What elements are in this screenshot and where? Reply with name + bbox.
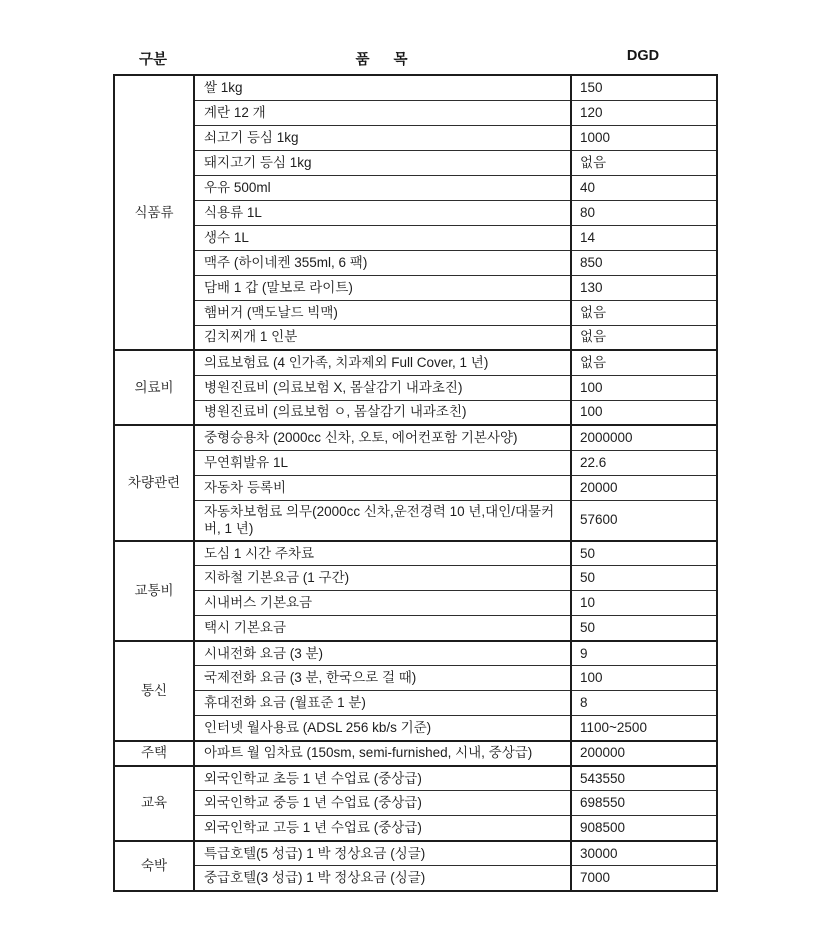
item-cell: 햄버거 (맥도날드 빅맥) — [194, 300, 571, 325]
table-row — [114, 791, 717, 816]
value-cell: 없음 — [571, 150, 717, 175]
table-row — [114, 475, 717, 500]
table-row — [114, 591, 717, 616]
item-cell: 시내버스 기본요금 — [194, 591, 571, 616]
column-header-item: 품 목 — [355, 52, 408, 68]
value-cell: 50 — [571, 566, 717, 591]
value-cell: 57600 — [571, 500, 717, 541]
table-row — [114, 400, 717, 425]
value-cell: 20000 — [571, 475, 717, 500]
item-cell: 시내전화 요금 (3 분) — [194, 641, 571, 666]
table-row — [114, 841, 717, 866]
table-row — [114, 375, 717, 400]
item-cell: 의료보험료 (4 인가족, 치과제외 Full Cover, 1 년) — [194, 350, 571, 375]
table-row — [114, 300, 717, 325]
item-cell: 아파트 월 임차료 (150sm, semi-furnished, 시내, 중상급) — [194, 741, 571, 766]
table-row — [114, 275, 717, 300]
table-row — [114, 150, 717, 175]
item-cell: 휴대전화 요금 (월표준 1 분) — [194, 691, 571, 716]
item-cell: 지하철 기본요금 (1 구간) — [194, 566, 571, 591]
table-row — [114, 666, 717, 691]
table-row — [114, 616, 717, 641]
item-cell: 계란 12 개 — [194, 100, 571, 125]
column-header-dgd: DGD — [626, 48, 660, 64]
item-cell: 외국인학교 초등 1 년 수업료 (중상급) — [194, 766, 571, 791]
value-cell: 40 — [571, 175, 717, 200]
item-cell: 병원진료비 (의료보험 X, 몸살감기 내과초진) — [194, 375, 571, 400]
value-cell: 698550 — [571, 791, 717, 816]
value-cell: 1000 — [571, 125, 717, 150]
item-cell: 쇠고기 등심 1kg — [194, 125, 571, 150]
table-column-headers — [113, 48, 716, 70]
item-cell: 맥주 (하이네켄 355ml, 6 팩) — [194, 250, 571, 275]
item-cell: 무연휘발유 1L — [194, 450, 571, 475]
item-cell: 중급호텔(3 성급) 1 박 정상요금 (싱글) — [194, 866, 571, 891]
table-row — [114, 716, 717, 741]
item-cell: 자동차 등록비 — [194, 475, 571, 500]
item-cell: 김치찌개 1 인분 — [194, 325, 571, 350]
table-row — [114, 866, 717, 891]
value-cell: 100 — [571, 400, 717, 425]
table-row — [114, 100, 717, 125]
table-row — [114, 175, 717, 200]
category-cell: 주택 — [114, 741, 194, 766]
table-row — [114, 816, 717, 841]
value-cell: 200000 — [571, 741, 717, 766]
value-cell: 120 — [571, 100, 717, 125]
item-cell: 외국인학교 고등 1 년 수업료 (중상급) — [194, 816, 571, 841]
column-header-category: 구분 — [138, 52, 167, 68]
value-cell: 130 — [571, 275, 717, 300]
table-row — [114, 325, 717, 350]
value-cell: 80 — [571, 200, 717, 225]
table-row — [114, 225, 717, 250]
value-cell: 9 — [571, 641, 717, 666]
value-cell: 없음 — [571, 300, 717, 325]
value-cell: 10 — [571, 591, 717, 616]
table-row — [114, 75, 717, 100]
item-cell: 생수 1L — [194, 225, 571, 250]
item-cell: 중형승용차 (2000cc 신차, 오토, 에어컨포함 기본사양) — [194, 425, 571, 450]
value-cell: 22.6 — [571, 450, 717, 475]
value-cell: 150 — [571, 75, 717, 100]
category-cell: 교육 — [114, 766, 194, 841]
table-row — [114, 691, 717, 716]
item-cell: 식용류 1L — [194, 200, 571, 225]
value-cell: 543550 — [571, 766, 717, 791]
item-cell: 국제전화 요금 (3 분, 한국으로 걸 때) — [194, 666, 571, 691]
category-cell: 식품류 — [114, 75, 194, 350]
item-cell: 자동차보험료 의무(2000cc 신차,운전경력 10 년,대인/대물커버, 1 년) — [194, 500, 571, 541]
item-cell: 택시 기본요금 — [194, 616, 571, 641]
value-cell: 8 — [571, 691, 717, 716]
table-row — [114, 766, 717, 791]
table-row — [114, 425, 717, 450]
value-cell: 100 — [571, 666, 717, 691]
table-row — [114, 566, 717, 591]
item-cell: 병원진료비 (의료보험 ㅇ, 몸살감기 내과조친) — [194, 400, 571, 425]
value-cell: 30000 — [571, 841, 717, 866]
category-cell: 숙박 — [114, 841, 194, 891]
item-cell: 쌀 1kg — [194, 75, 571, 100]
table-row — [114, 250, 717, 275]
table-row — [114, 541, 717, 566]
item-cell: 인터넷 월사용료 (ADSL 256 kb/s 기준) — [194, 716, 571, 741]
value-cell: 7000 — [571, 866, 717, 891]
item-cell: 특급호텔(5 성급) 1 박 정상요금 (싱글) — [194, 841, 571, 866]
cost-table-body — [114, 75, 717, 891]
value-cell: 1100~2500 — [571, 716, 717, 741]
category-cell: 통신 — [114, 641, 194, 741]
category-cell: 교통비 — [114, 541, 194, 641]
category-cell: 의료비 — [114, 350, 194, 425]
table-row — [114, 641, 717, 666]
table-row — [114, 125, 717, 150]
table-row — [114, 741, 717, 766]
value-cell: 50 — [571, 616, 717, 641]
item-cell: 외국인학교 중등 1 년 수업료 (중상급) — [194, 791, 571, 816]
table-row — [114, 450, 717, 475]
value-cell: 없음 — [571, 325, 717, 350]
table-row — [114, 500, 717, 541]
value-cell: 2000000 — [571, 425, 717, 450]
value-cell: 908500 — [571, 816, 717, 841]
table-row — [114, 200, 717, 225]
cost-of-living-table — [113, 74, 718, 892]
item-cell: 담배 1 갑 (말보로 라이트) — [194, 275, 571, 300]
value-cell: 100 — [571, 375, 717, 400]
value-cell: 850 — [571, 250, 717, 275]
item-cell: 우유 500ml — [194, 175, 571, 200]
item-cell: 돼지고기 등심 1kg — [194, 150, 571, 175]
item-cell: 도심 1 시간 주차료 — [194, 541, 571, 566]
value-cell: 14 — [571, 225, 717, 250]
value-cell: 없음 — [571, 350, 717, 375]
value-cell: 50 — [571, 541, 717, 566]
category-cell: 차량관련 — [114, 425, 194, 541]
table-row — [114, 350, 717, 375]
